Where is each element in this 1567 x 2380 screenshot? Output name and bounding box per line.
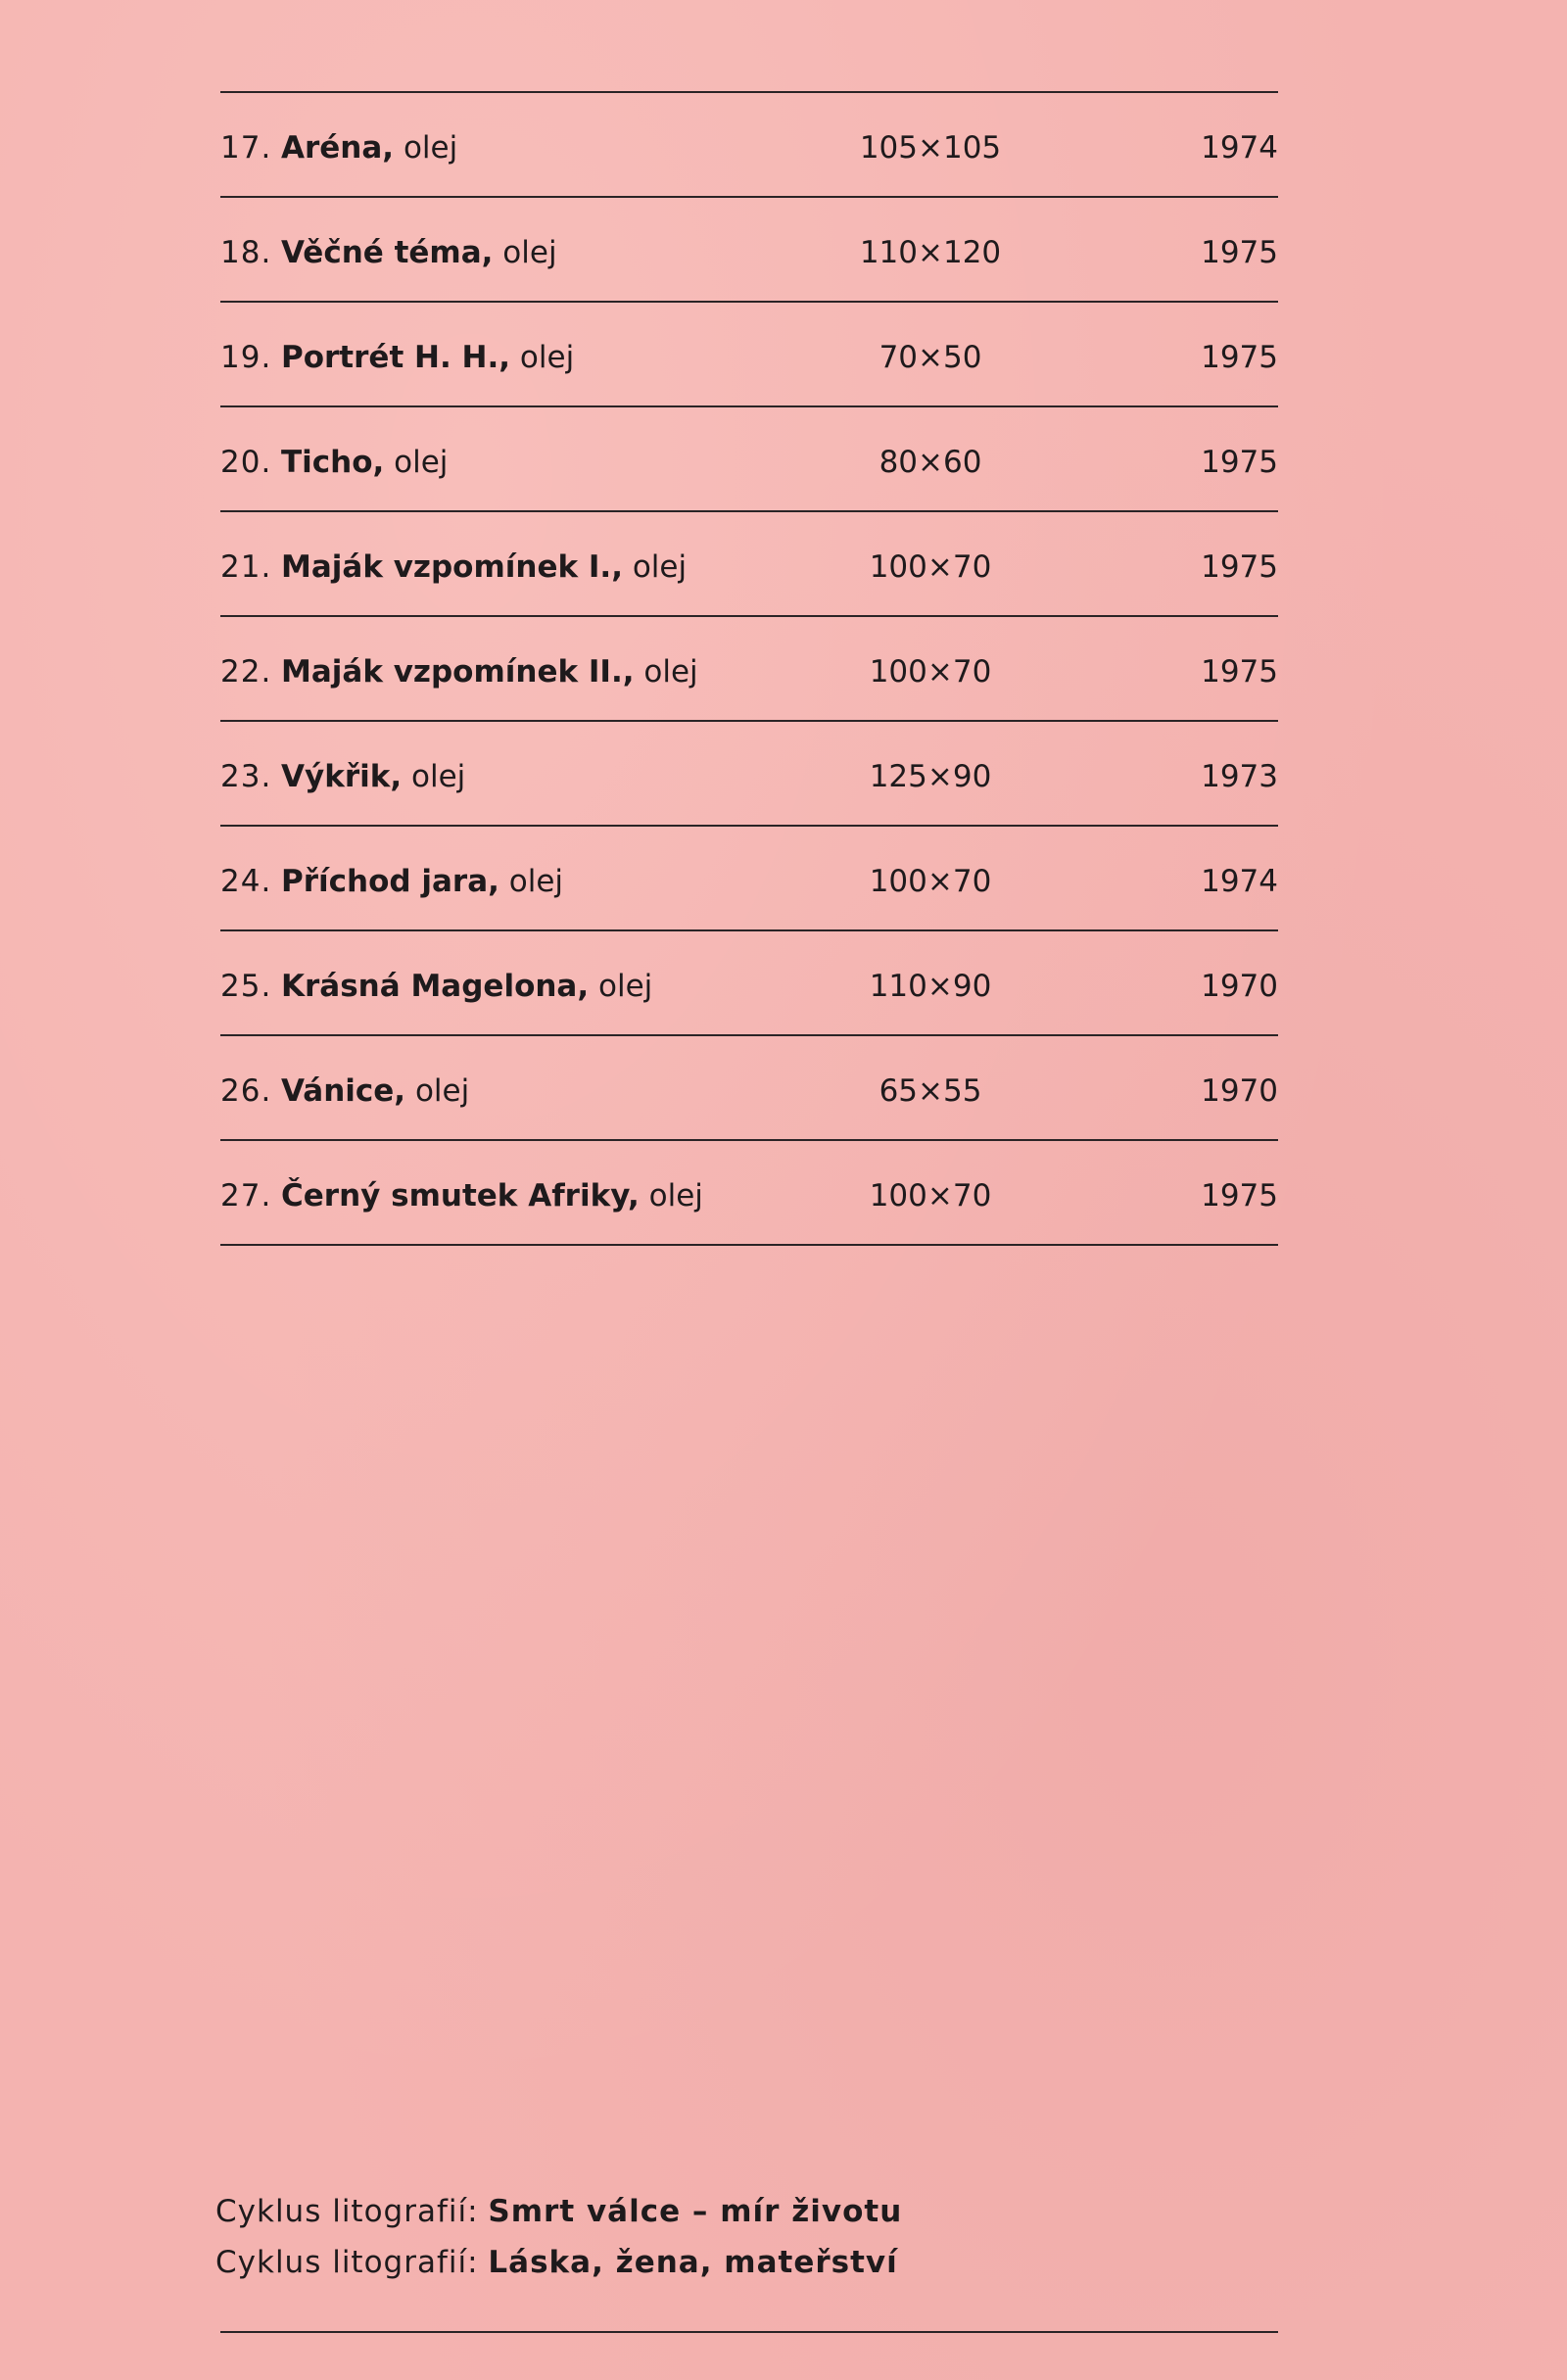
entry-number: 24. bbox=[220, 864, 272, 899]
entry-title-line bbox=[281, 1178, 703, 1214]
entry-dimensions: 100×70 bbox=[869, 654, 992, 690]
catalog-entry bbox=[220, 512, 1278, 617]
catalog-entry bbox=[220, 617, 1278, 722]
catalog-entry bbox=[220, 407, 1278, 512]
entry-title: Ticho, bbox=[281, 445, 385, 480]
entry-dimensions: 125×90 bbox=[869, 759, 992, 794]
entry-title-line bbox=[281, 235, 557, 270]
entry-number: 20. bbox=[220, 445, 272, 480]
catalog-entry bbox=[220, 931, 1278, 1036]
entry-title-line bbox=[281, 1073, 469, 1109]
entry-number: 23. bbox=[220, 759, 272, 794]
entry-year: 1974 bbox=[1201, 130, 1278, 166]
cycle-name: Smrt válce – mír životu bbox=[488, 2194, 903, 2229]
entry-year: 1970 bbox=[1201, 969, 1278, 1004]
bottom-divider bbox=[220, 2331, 1278, 2333]
entry-title: Aréna, bbox=[281, 130, 395, 166]
entry-dimensions: 100×70 bbox=[869, 1178, 992, 1214]
entry-number: 22. bbox=[220, 654, 272, 690]
entry-dimensions: 110×90 bbox=[869, 969, 992, 1004]
entry-title: Výkřik, bbox=[281, 759, 403, 794]
entry-year: 1973 bbox=[1201, 759, 1278, 794]
entry-number: 19. bbox=[220, 340, 272, 375]
entry-medium: olej bbox=[598, 969, 653, 1004]
entry-dimensions: 110×120 bbox=[859, 235, 1002, 270]
entry-title: Věčné téma, bbox=[281, 235, 494, 270]
catalog-list bbox=[220, 91, 1278, 1246]
catalog-entry bbox=[220, 198, 1278, 303]
cycle-label: Cyklus litografií: bbox=[215, 2245, 479, 2280]
cycle-line bbox=[215, 2237, 902, 2288]
entry-title-line bbox=[281, 445, 448, 480]
entry-medium: olej bbox=[414, 1073, 470, 1109]
entry-title: Příchod jara, bbox=[281, 864, 499, 899]
entry-medium: olej bbox=[632, 549, 688, 585]
entry-year: 1975 bbox=[1201, 1178, 1278, 1214]
entry-dimensions: 105×105 bbox=[859, 130, 1002, 166]
entry-year: 1975 bbox=[1201, 340, 1278, 375]
entry-medium: olej bbox=[394, 445, 449, 480]
entry-title: Portrét H. H., bbox=[281, 340, 511, 375]
catalog-entry bbox=[220, 303, 1278, 407]
entry-year: 1975 bbox=[1201, 445, 1278, 480]
entry-medium: olej bbox=[643, 654, 698, 690]
entry-medium: olej bbox=[410, 759, 466, 794]
entry-number: 18. bbox=[220, 235, 272, 270]
cycle-line bbox=[215, 2186, 902, 2237]
entry-title-line bbox=[281, 969, 652, 1004]
entry-year: 1974 bbox=[1201, 864, 1278, 899]
entry-number: 27. bbox=[220, 1178, 272, 1214]
catalog-entry bbox=[220, 1036, 1278, 1141]
entry-medium: olej bbox=[502, 235, 557, 270]
entry-title: Maják vzpomínek I., bbox=[281, 549, 623, 585]
entry-number: 17. bbox=[220, 130, 272, 166]
cycle-label: Cyklus litografií: bbox=[215, 2194, 479, 2229]
entry-title-line bbox=[281, 340, 574, 375]
entry-title-line bbox=[281, 654, 698, 690]
catalog-entry bbox=[220, 1141, 1278, 1246]
lithograph-cycles bbox=[215, 2186, 902, 2288]
entry-dimensions: 65×55 bbox=[878, 1073, 982, 1109]
cycle-name: Láska, žena, mateřství bbox=[488, 2245, 898, 2280]
entry-year: 1975 bbox=[1201, 235, 1278, 270]
entry-number: 25. bbox=[220, 969, 272, 1004]
catalog-entry bbox=[220, 722, 1278, 827]
entry-title-line bbox=[281, 864, 563, 899]
entry-title-line bbox=[281, 130, 457, 166]
entry-medium: olej bbox=[508, 864, 564, 899]
entry-title: Krásná Magelona, bbox=[281, 969, 590, 1004]
catalog-entry bbox=[220, 93, 1278, 198]
entry-medium: olej bbox=[519, 340, 575, 375]
entry-title: Vánice, bbox=[281, 1073, 406, 1109]
entry-number: 26. bbox=[220, 1073, 272, 1109]
catalog-entry bbox=[220, 827, 1278, 931]
entry-title: Maják vzpomínek II., bbox=[281, 654, 635, 690]
entry-dimensions: 100×70 bbox=[869, 549, 992, 585]
entry-title-line bbox=[281, 759, 465, 794]
entry-year: 1970 bbox=[1201, 1073, 1278, 1109]
entry-title-line bbox=[281, 549, 687, 585]
entry-medium: olej bbox=[648, 1178, 703, 1214]
entry-title: Černý smutek Afriky, bbox=[281, 1178, 640, 1214]
entry-dimensions: 100×70 bbox=[869, 864, 992, 899]
entry-number: 21. bbox=[220, 549, 272, 585]
entry-dimensions: 70×50 bbox=[878, 340, 982, 375]
entry-medium: olej bbox=[403, 130, 458, 166]
entry-year: 1975 bbox=[1201, 549, 1278, 585]
entry-year: 1975 bbox=[1201, 654, 1278, 690]
entry-dimensions: 80×60 bbox=[878, 445, 982, 480]
